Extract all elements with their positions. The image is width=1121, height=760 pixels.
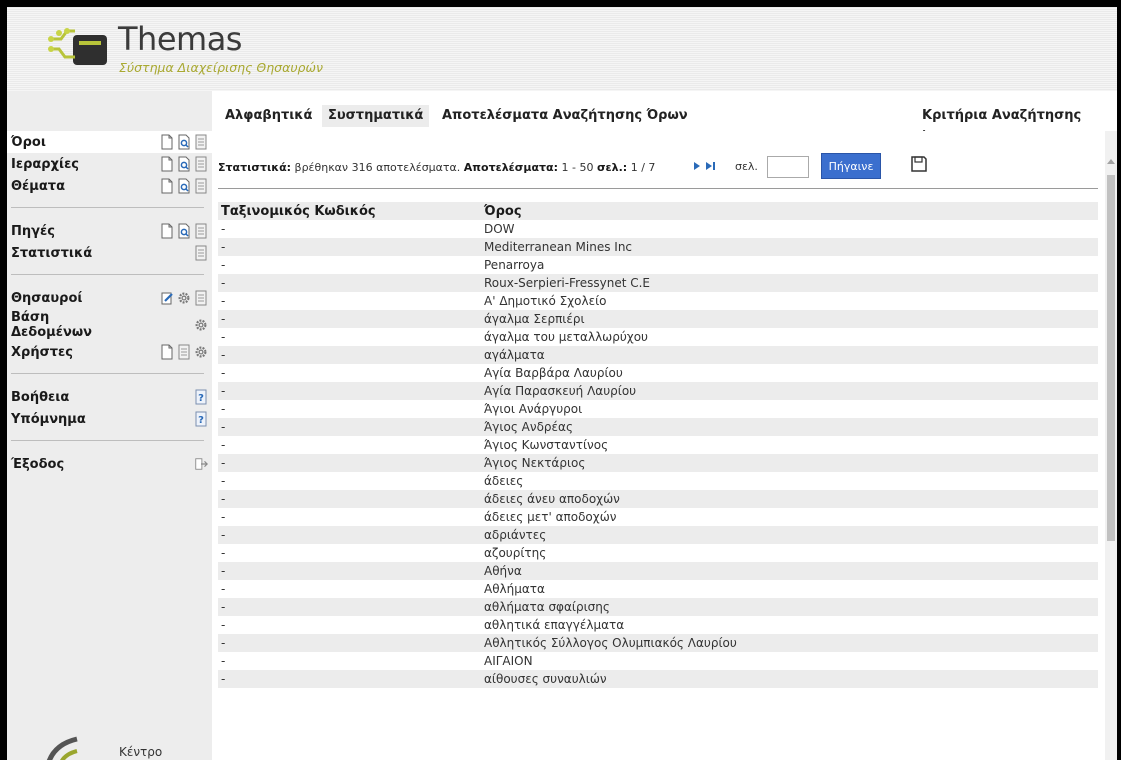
cell-code: - [221,528,226,542]
cell-code: - [221,312,226,326]
tab-systematic[interactable]: Συστηματικά [322,105,429,127]
sidebar [7,91,212,760]
list-document-icon[interactable] [194,290,208,306]
search-document-icon[interactable] [177,156,191,172]
sidebar-divider [11,207,204,208]
table-row[interactable] [218,382,1098,400]
cell-code: - [221,348,226,362]
cell-term[interactable]: αθλήματα σφαίρισης [484,600,610,614]
cell-term[interactable]: ΑΙΓΑΙΟΝ [484,654,533,668]
cell-code: - [221,366,226,380]
sidebar-item-label: Βοήθεια [11,389,70,405]
help-icon[interactable] [194,411,208,427]
cell-term[interactable]: Άγιοι Ανάργυροι [484,402,583,416]
column-header-term[interactable]: Όρος [484,203,522,219]
cell-term[interactable]: αγάλματα [484,348,545,362]
save-icon[interactable] [910,155,928,173]
cell-code: - [221,672,226,686]
list-document-icon[interactable] [194,156,208,172]
cell-code: - [221,492,226,506]
sidebar-divider [11,440,204,441]
sidebar-divider [11,274,204,275]
results-label: Αποτελέσματα: [463,160,558,174]
table-row[interactable] [218,598,1098,616]
go-button[interactable]: Πήγαινε [821,153,881,179]
table-body [218,220,1098,688]
cell-code: - [221,564,226,578]
cell-code: - [221,294,226,308]
cell-code: - [221,222,226,236]
cell-term[interactable]: Penarroya [484,258,545,272]
svg-text:?: ? [198,415,204,426]
sidebar-item-label: Βάση Δεδομένων [11,310,92,340]
table-row[interactable] [218,220,1098,238]
cell-term[interactable]: Αγία Παρασκευή Λαυρίου [484,384,637,398]
cell-term[interactable]: αζουρίτης [484,546,547,560]
search-document-icon[interactable] [177,134,191,150]
exit-icon[interactable] [194,456,208,472]
table-row[interactable] [218,652,1098,670]
cell-code: - [221,546,226,560]
cell-term[interactable]: άδειες άνευ αποδοχών [484,492,620,506]
table-row[interactable] [218,634,1098,652]
cell-term[interactable]: Αγία Βαρβάρα Λαυρίου [484,366,623,380]
cell-code: - [221,636,226,650]
cell-code: - [221,582,226,596]
center-logo-icon [37,731,97,760]
stats-label: Στατιστικά: [218,160,292,174]
themas-logo-icon [45,21,117,71]
cell-term[interactable]: Άγιος Ανδρέας [484,420,573,434]
sidebar-item-legend[interactable] [7,408,212,430]
sidebar-item-thesauri[interactable] [7,287,212,309]
cell-term[interactable]: Άγιος Νεκτάριος [484,456,586,470]
new-document-icon[interactable] [160,156,174,172]
list-document-icon[interactable] [194,245,208,261]
edit-icon[interactable] [160,290,174,306]
table-row[interactable] [218,508,1098,526]
table-row[interactable] [218,274,1098,292]
new-document-icon[interactable] [160,344,174,360]
sidebar-item-label: Ιεραρχίες [11,156,80,172]
sidebar-divider [11,373,204,374]
cell-term[interactable]: Α' Δημοτικό Σχολείο [484,294,607,308]
cell-term[interactable]: Roux-Serpieri-Fressynet C.E [484,276,651,290]
sidebar-footer-text: Κέντρο [119,745,163,759]
sidebar-item-database[interactable] [7,309,212,341]
stats-value: βρέθηκαν 316 αποτελέσματα. [294,160,461,174]
cell-term[interactable]: Άγιος Κωνσταντίνος [484,438,609,452]
table-row[interactable] [218,292,1098,310]
tab-alphabetical[interactable]: Αλφαβητικά [225,108,313,123]
cell-term[interactable]: αθλητικά επαγγέλματα [484,618,625,632]
cell-code: - [221,402,226,416]
gear-icon[interactable] [194,344,208,360]
sidebar-item-statistics[interactable] [7,242,212,264]
sidebar-item-topics[interactable] [7,175,212,197]
cell-term[interactable]: Αθλητικός Σύλλογος Ολυμπιακός Λαυρίου [484,636,737,650]
table-row[interactable] [218,436,1098,454]
svg-text:?: ? [198,393,204,404]
cell-term[interactable]: άγαλμα Σερπιέρι [484,312,585,326]
cell-term[interactable]: Mediterranean Mines Inc [484,240,633,254]
app-title: Themas [118,20,242,58]
cell-code: - [221,510,226,524]
tab-term-search-results[interactable]: Αποτελέσματα Αναζήτησης Όρων [442,108,688,123]
cell-term[interactable]: αδριάντες [484,528,547,542]
cell-code: - [221,384,226,398]
table-row[interactable] [218,238,1098,256]
list-document-icon[interactable] [194,223,208,239]
table-row[interactable] [218,490,1098,508]
list-document-icon[interactable] [194,134,208,150]
gear-icon[interactable] [194,317,208,333]
sidebar-item-terms[interactable] [7,131,212,153]
cell-code: - [221,240,226,254]
column-header-code[interactable]: Ταξινομικός Κωδικός [221,203,376,219]
cell-term[interactable]: άγαλμα του μεταλλωρύχου [484,330,648,344]
table-row[interactable] [218,364,1098,382]
new-document-icon[interactable] [160,178,174,194]
table-row[interactable] [218,670,1098,688]
table-row[interactable] [218,526,1098,544]
table-row[interactable] [218,616,1098,634]
scrollbar-thumb[interactable] [1107,175,1115,541]
cell-code: - [221,438,226,452]
sidebar-item-hierarchies[interactable] [7,153,212,175]
sidebar-item-users[interactable] [7,341,212,363]
cell-code: - [221,258,226,272]
stats-bar [218,155,655,179]
help-icon[interactable] [194,389,208,405]
divider [218,188,1098,189]
cell-term[interactable]: Αθήνα [484,564,522,578]
pager [692,161,717,171]
table-row[interactable] [218,472,1098,490]
tab-bar [212,91,1117,131]
gear-icon[interactable] [177,290,191,306]
sidebar-item-label: Θέματα [11,178,66,194]
app-subtitle: Σύστημα Διαχείρισης Θησαυρών [119,60,323,75]
table-row[interactable] [218,544,1098,562]
results-panel [212,131,1105,760]
table-row[interactable] [218,310,1098,328]
sidebar-item-label: Υπόμνημα [11,411,86,427]
table-row[interactable] [218,562,1098,580]
table-header [218,202,1098,220]
cell-code: - [221,654,226,668]
cell-code: - [221,276,226,290]
app-header [7,7,1117,91]
sidebar-item-label: Έξοδος [11,456,65,472]
results-table [218,202,1098,688]
goto-page-input[interactable] [767,156,809,178]
search-document-icon[interactable] [177,223,191,239]
cell-term[interactable]: Αθλήματα [484,582,545,596]
sidebar-item-label: Πηγές [11,223,55,239]
table-row[interactable] [218,256,1098,274]
sidebar-item-label: Θησαυροί [11,290,83,306]
cell-code: - [221,474,226,488]
cell-term[interactable]: άδειες μετ' αποδοχών [484,510,617,524]
table-row[interactable] [218,418,1098,436]
table-row[interactable] [218,454,1098,472]
sidebar-item-label: Στατιστικά [11,245,93,261]
page-value: 1 / 7 [630,160,656,174]
scroll-up-arrow-icon[interactable] [1107,159,1115,164]
cell-code: - [221,330,226,344]
cell-code: - [221,600,226,614]
table-row[interactable] [218,328,1098,346]
goto-page-label: σελ. [735,160,758,173]
sidebar-item-logout[interactable] [7,453,212,475]
results-value: 1 - 50 [561,160,594,174]
last-page-icon[interactable] [705,161,717,171]
search-document-icon[interactable] [177,178,191,194]
next-page-icon[interactable] [692,161,702,171]
table-row[interactable] [218,400,1098,418]
list-document-icon[interactable] [194,178,208,194]
table-row[interactable] [218,580,1098,598]
page-label: σελ.: [596,160,628,174]
sidebar-item-help[interactable] [7,386,212,408]
new-document-icon[interactable] [160,223,174,239]
cell-term[interactable]: αίθουσες συναυλιών [484,672,607,686]
sidebar-item-label: Όροι [11,134,46,150]
cell-term[interactable]: DOW [484,222,515,236]
sidebar-item-label: Χρήστες [11,344,73,360]
cell-code: - [221,456,226,470]
cell-term[interactable]: άδειες [484,474,524,488]
scrollbar[interactable] [1105,131,1117,760]
table-row[interactable] [218,346,1098,364]
sidebar-item-sources[interactable] [7,220,212,242]
cell-code: - [221,420,226,434]
tab-term-search-criteria[interactable]: Κριτήρια Αναζήτησης [922,108,1082,123]
cell-code: - [221,618,226,632]
list-document-icon[interactable] [177,344,191,360]
new-document-icon[interactable] [160,134,174,150]
